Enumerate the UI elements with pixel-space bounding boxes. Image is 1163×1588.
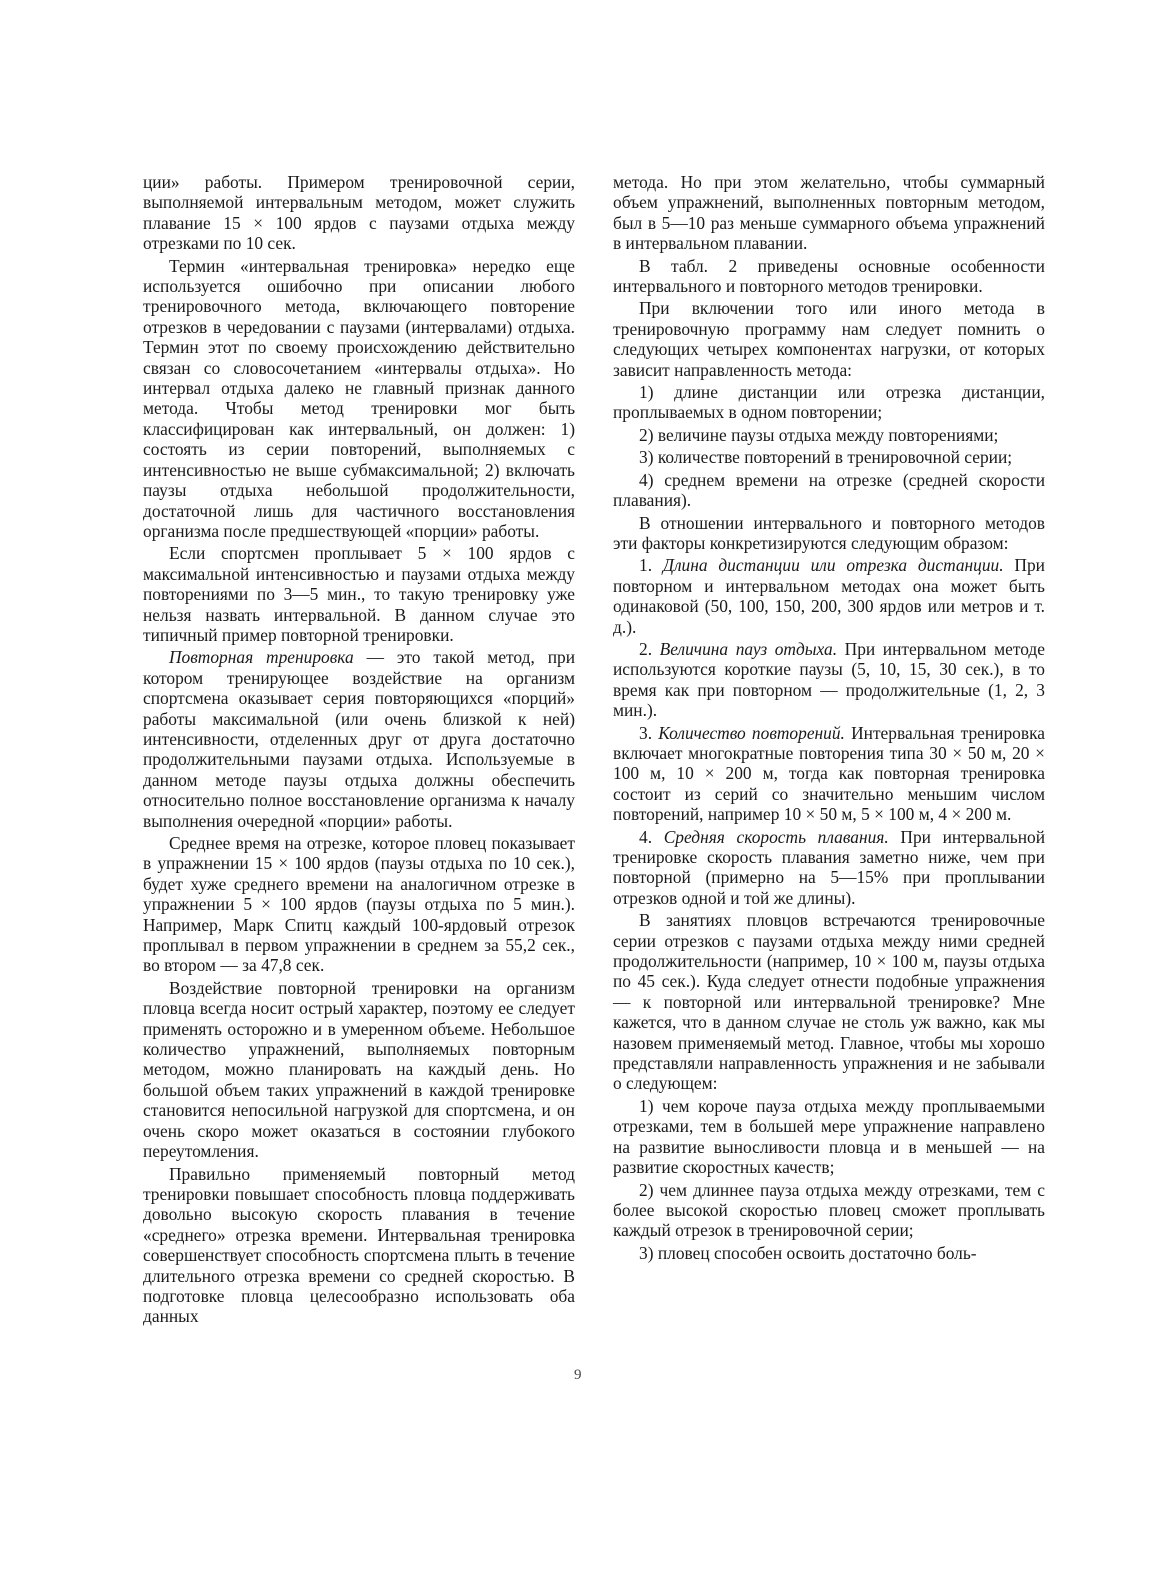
paragraph-text: Среднее время на отрезке, которое пловец показывает в упражнении 15 × 100 ярдов (паузы отдыха по 10 сек.), будет хуже среднего времени на аналогичном отрезке в упражнении 5 × 100 ярдов (паузы отдыха по 5 мин.). Например, Марк Спитц каждый 100-ярдовый отрезок проплывал в первом упражнении в среднем за 55,2 сек., во втором — за 47,8 сек.	[143, 833, 575, 976]
paragraph	[143, 543, 575, 645]
paragraph-text: При интервальном методе используются короткие паузы (5, 10, 15, 30 сек.), в то время как при повторном — продолжительные (1, 2, 3 мин.).	[613, 638, 1045, 721]
paragraph	[613, 298, 1045, 380]
paragraph	[613, 1096, 1045, 1178]
italic-term: Повторная тренировка	[169, 647, 354, 668]
paragraph-text: При повторном и интервальном методах она может быть одинаковой (50, 100, 150, 200, 300 ярдов или метров и т. д.).	[613, 555, 1045, 637]
paragraph-text: Интервальная тренировка включает многократные повторения типа 30 × 50 м, 20 × 100 м, 10 × 200 м, тогда как повторная тренировка состоит из серий со значительно меньшим числом повторений, например 10 × 50 м, 5 × 100 м, 4 × 200 м.	[613, 722, 1045, 825]
paragraph	[613, 256, 1045, 297]
paragraph-text: В отношении интервального и повторного методов эти факторы конкретизируются следующим образом:	[613, 512, 1045, 553]
paragraph	[613, 447, 1045, 467]
item-number: 1.	[639, 555, 663, 576]
paragraph	[613, 1180, 1045, 1241]
paragraph-text: 2) чем длиннее пауза отдыха между отрезками, тем с более высокой скоростью пловец сможет проплывать каждый отрезок в тренировочной серии;	[613, 1179, 1045, 1241]
paragraph-text: Правильно применяемый повторный метод тренировки повышает способность пловца поддерживать довольно высокую скорость плавания в течение «среднего» отрезка времени. Интервальная тренировка совершенствует способность спортсмена плыть в течение длительного отрезка времени со средней скоростью. В подготовке пловца целесообразно использовать оба данных	[143, 1163, 575, 1327]
page-number: 9	[574, 1367, 582, 1383]
italic-term: Количество повторений.	[658, 722, 845, 743]
paragraph	[143, 978, 575, 1162]
paragraph-text: Если спортсмен проплывает 5 × 100 ярдов с максимальной интенсивностью и паузами отдыха между повторениями по 3—5 мин., то такую тренировку уже нельзя назвать интервальной. В данном случае это типичный пример повторной тренировки.	[143, 543, 575, 645]
paragraph-text: Термин «интервальная тренировка» нередко еще используется ошибочно при описании любого тренировочного метода, включающего повторение отрезков в чередовании с паузами (интервалами) отдыха. Термин этот по своему происхождению действительно связан со словосочетанием «интервалы отдыха». Но интервал отдыха далеко не главный признак данного метода. Чтобы метод тренировки мог быть классифицирован как интервальный, он должен: 1) состоять из серии повторений, выполняемых с интенсивностью не выше субмаксимальной; 2) включать паузы отдыха небольшой продолжительности, достаточной лишь для частичного восстановления организма после предшествующей «порции» работы.	[143, 255, 575, 541]
paragraph	[613, 513, 1045, 554]
paragraph-text: В занятиях пловцов встречаются тренировочные серии отрезков с паузами отдыха между ними средней продолжительности (например, 10 × 100 м, паузы отдыха по 45 сек.). Куда следует отнести подобные упражнения — к повторной или интервальной тренировке? Мне кажется, что в данном случае не столь уж важно, как мы назовем применяемый метод. Главное, чтобы мы хорошо представляли направленность упражнения и не забывали о следующем:	[613, 910, 1045, 1094]
paragraph	[613, 470, 1045, 511]
paragraph	[143, 1164, 575, 1327]
paragraph-text: 3) количестве повторений в тренировочной серии;	[639, 447, 1013, 468]
paragraph	[613, 639, 1045, 721]
item-number: 2.	[639, 638, 660, 659]
paragraph	[143, 256, 575, 542]
paragraph-text: 1) чем короче пауза отдыха между проплываемыми отрезками, тем в большей мере упражнение направлено на развитие выносливости пловца и в меньшей — на развитие скоростных качеств;	[613, 1095, 1045, 1178]
paragraph	[143, 833, 575, 976]
paragraph	[613, 827, 1045, 909]
paragraph-text: — это такой метод, при котором тренирующее воздействие на организм спортсмена оказывает серия повторяющихся «порций» работы максимальной (или очень близкой к ней) интенсивности, отделенных друг от друга достаточно продолжительными паузами отдыха. Используемые в данном методе паузы отдыха должны обеспечить относительно полное восстановление организма к началу выполнения очередной «порции» работы.	[143, 647, 576, 831]
paragraph-text: метода. Но при этом желательно, чтобы суммарный объем упражнений, выполненных повторным методом, был в 5—10 раз меньше суммарного объема упражнений в интервальном плавании.	[613, 172, 1045, 254]
paragraph	[143, 172, 575, 254]
paragraph-text: При интервальной тренировке скорость плавания заметно ниже, чем при повторной (примерно на 5—15% при проплывании отрезков одной и той же длины).	[613, 826, 1046, 908]
right-column	[613, 172, 1045, 1263]
paragraph	[613, 172, 1045, 254]
paragraph-text: ции» работы. Примером тренировочной серии, выполняемой интервальным методом, может служить плавание 15 × 100 ярдов с паузами отдыха между отрезками по 10 сек.	[143, 172, 575, 254]
paragraph	[613, 425, 1045, 445]
paragraph-text: В табл. 2 приведены основные особенности интервального и повторного методов тренировки.	[613, 255, 1045, 297]
left-column	[143, 172, 575, 1327]
paragraph-text: 2) величине паузы отдыха между повторениями;	[639, 424, 999, 445]
paragraph-text: 1) длине дистанции или отрезка дистанции, проплываемых в одном повторении;	[613, 382, 1045, 423]
paragraph-text: При включении того или иного метода в тренировочную программу нам следует помнить о следующих четырех компонентах нагрузки, от которых зависит направленность метода:	[613, 298, 1045, 380]
paragraph-text: Воздействие повторной тренировки на организм пловца всегда носит острый характер, поэтому ее следует применять осторожно и в умеренном объеме. Небольшое количество упражнений, выполняемых повторным методом, можно планировать на каждый день. Но большой объем таких упражнений в каждой тренировке становится непосильной нагрузкой для спортсмена, и он очень скоро может оказаться в состоянии глубокого переутомления.	[143, 977, 575, 1162]
paragraph-text: 4) среднем времени на отрезке (средней скорости плавания).	[613, 469, 1045, 511]
paragraph	[613, 1243, 1045, 1263]
item-number: 4.	[639, 826, 664, 847]
italic-term: Величина пауз отдыха.	[659, 638, 838, 659]
paragraph	[613, 910, 1045, 1094]
paragraph	[143, 647, 575, 831]
item-number: 3.	[639, 722, 659, 743]
paragraph-text: 3) пловец способен освоить достаточно боль-	[639, 1242, 977, 1263]
paragraph	[613, 382, 1045, 423]
paragraph	[613, 555, 1045, 637]
italic-term: Длина дистанции или отрезка дистанции.	[662, 555, 1004, 576]
paragraph	[613, 723, 1045, 825]
italic-term: Средняя скорость плавания.	[663, 826, 889, 847]
